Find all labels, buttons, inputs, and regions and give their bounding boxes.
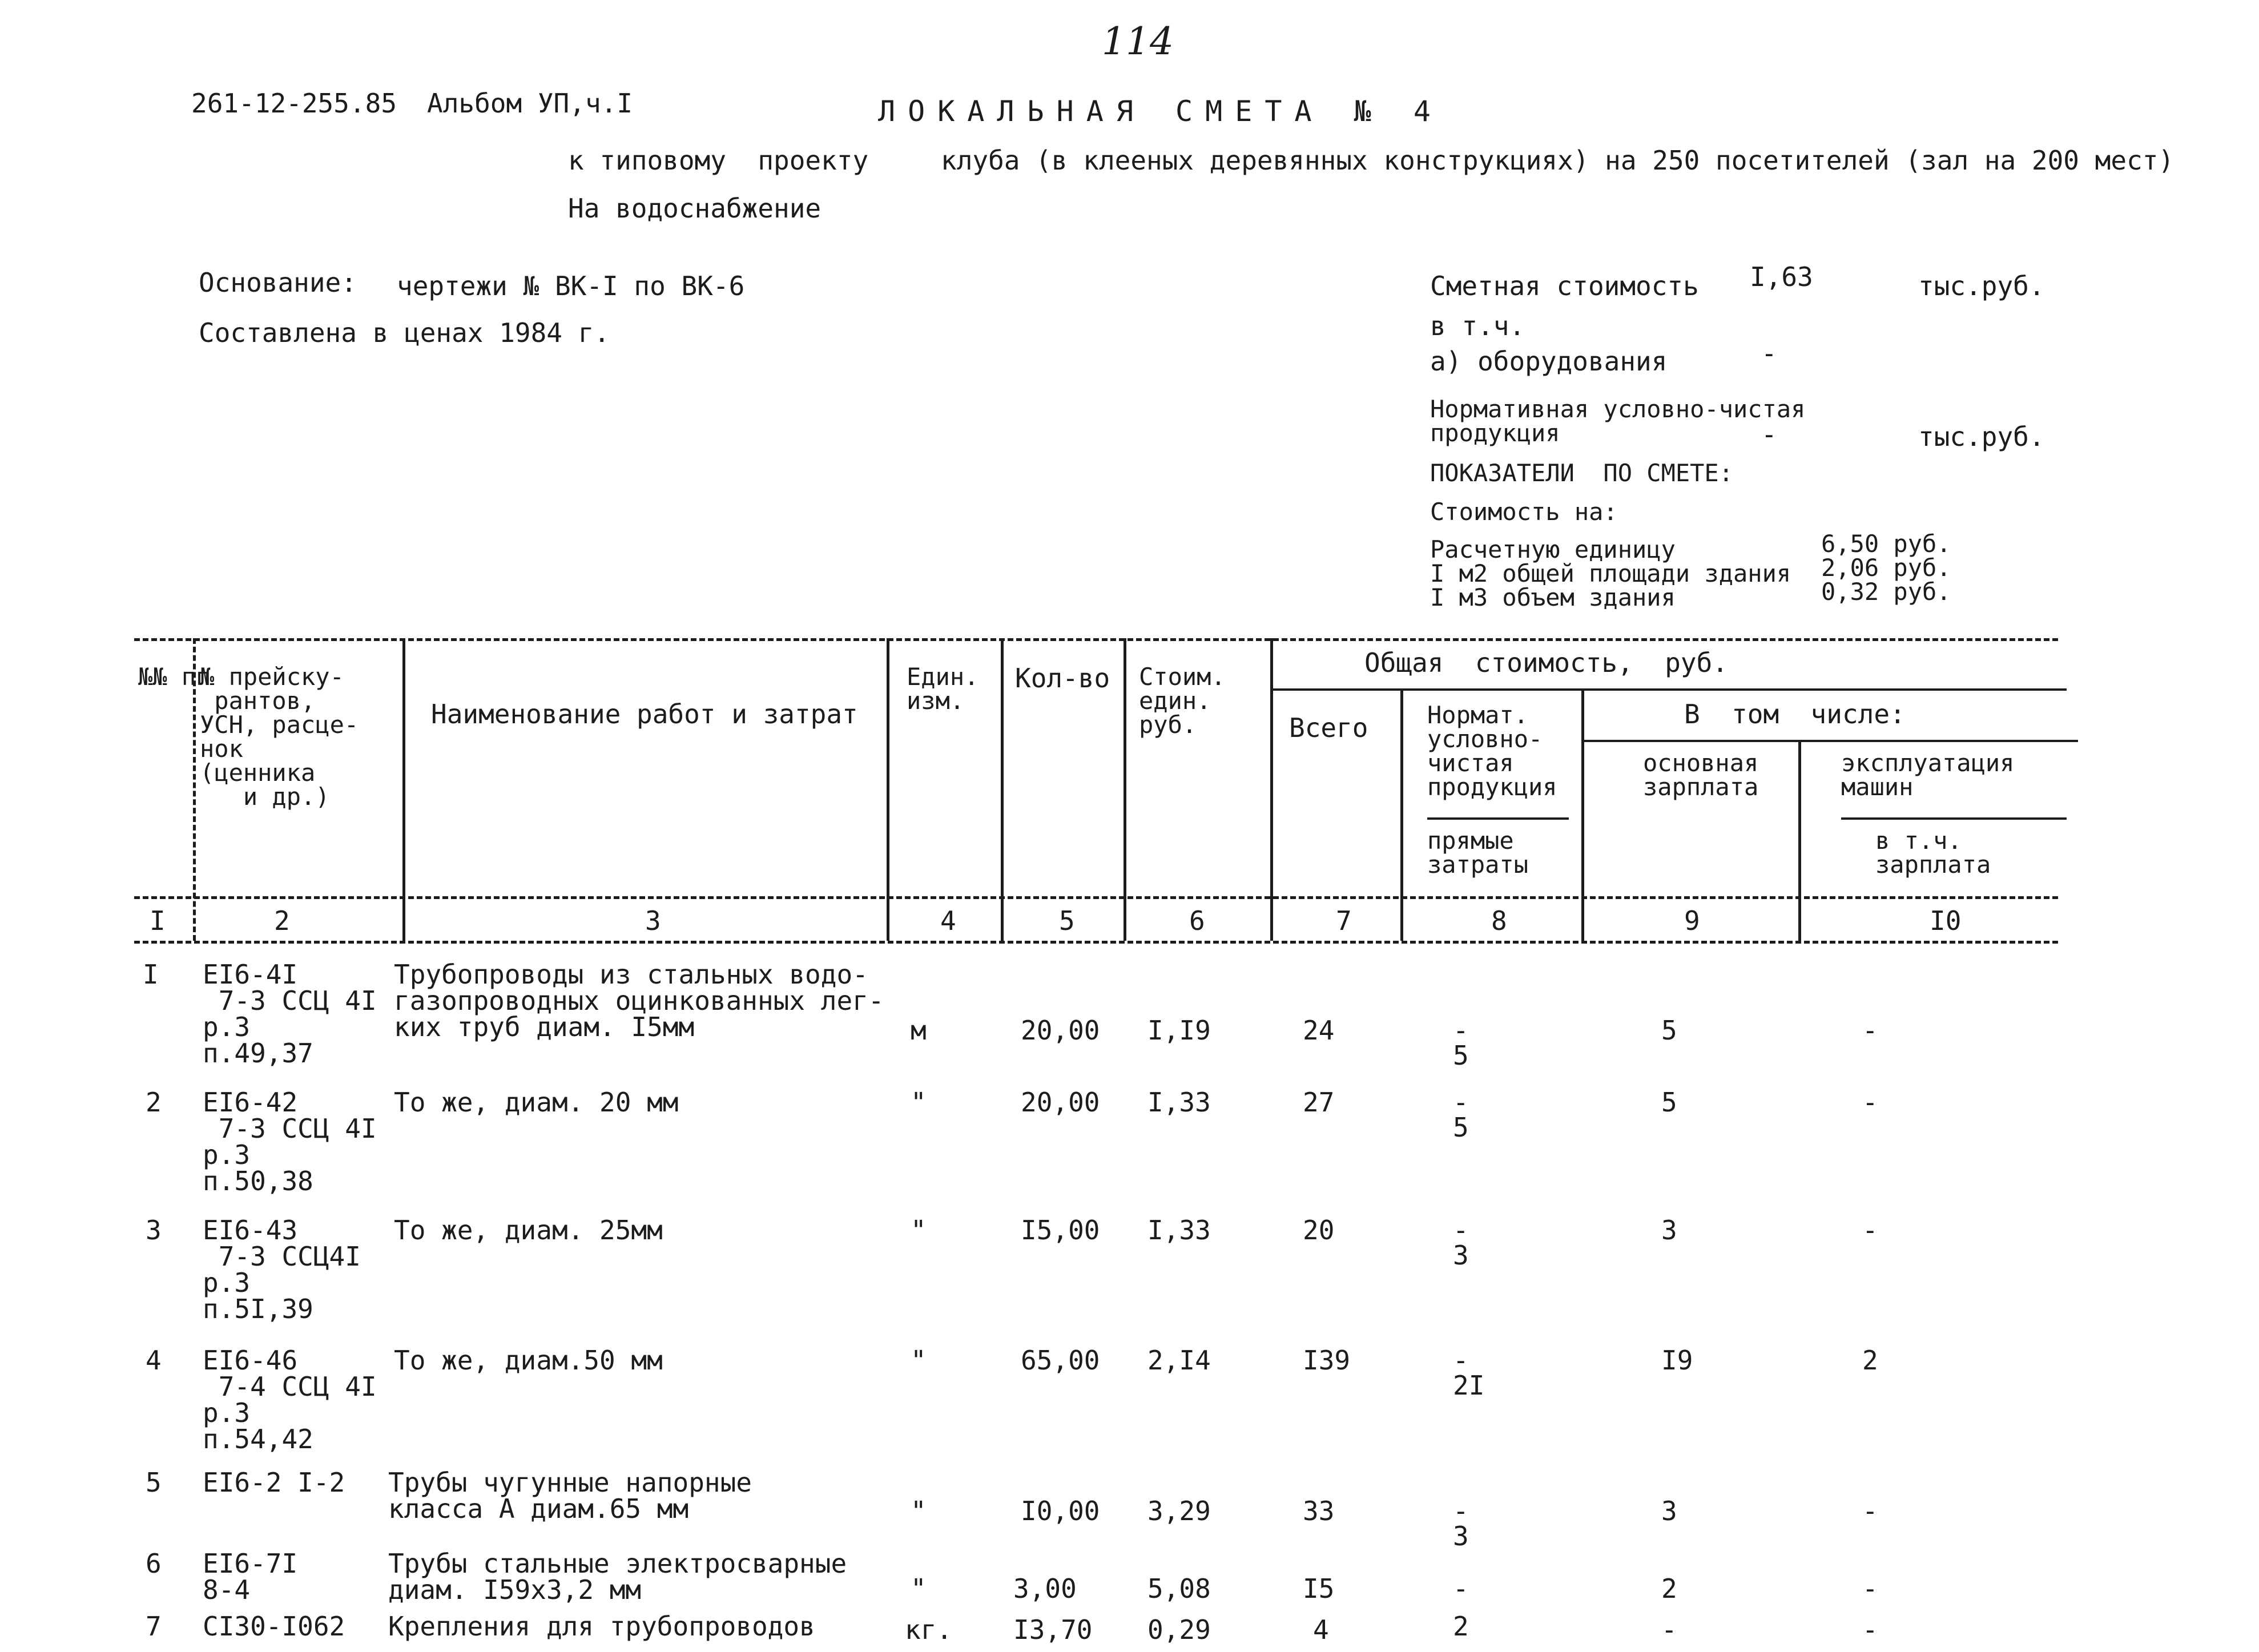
col-divider-7	[1400, 688, 1403, 941]
header-norm-product: Нормат. условно- чистая продукция	[1427, 701, 1557, 801]
col-divider-5	[1124, 638, 1126, 941]
column-number: 3	[645, 905, 661, 936]
unit: "	[911, 1573, 927, 1604]
col-divider-3	[887, 638, 889, 941]
header-work-name: Наименование работ и затрат	[431, 699, 858, 730]
machine-ops: -	[1862, 1496, 1878, 1526]
col-divider-2	[402, 638, 405, 941]
quantity: 20,00	[1021, 1015, 1100, 1046]
column-number: 9	[1684, 905, 1700, 936]
basis-label: Основание:	[199, 267, 357, 298]
col8-split-rule	[1427, 817, 1569, 820]
volume-cost-label: I м3 объем здания	[1430, 583, 1676, 611]
work-name: То же, диам. 20 мм	[394, 1087, 679, 1118]
direct-costs: 5	[1453, 1112, 1469, 1143]
norm-product: -	[1453, 1087, 1469, 1118]
row-number: 7	[146, 1611, 162, 1642]
norm-product: -	[1453, 1015, 1469, 1046]
col-divider-6	[1270, 638, 1273, 941]
total-cost: 24	[1303, 1015, 1335, 1046]
estimated-cost-label: Сметная стоимость	[1430, 271, 1699, 301]
document-title: ЛОКАЛЬНАЯ СМЕТА № 4	[878, 95, 1443, 128]
col10-split-rule	[1841, 817, 2067, 820]
price-code: EI6-42 7-3 ССЦ 4I p.3 п.50,38	[203, 1087, 377, 1196]
unit-cost: I,33	[1147, 1215, 1211, 1246]
column-number: 2	[274, 905, 290, 936]
indicators-heading: ПОКАЗАТЕЛИ ПО СМЕТЕ:	[1430, 459, 1734, 487]
machine-ops: -	[1862, 1614, 1878, 1645]
equipment-label: а) оборудования	[1430, 346, 1668, 377]
base-wage: 3	[1661, 1215, 1677, 1246]
unit: "	[911, 1215, 927, 1246]
column-numbers-rule	[134, 941, 2058, 944]
total-cost: I39	[1303, 1345, 1351, 1376]
direct-costs: 3	[1453, 1521, 1469, 1552]
work-name: Трубы чугунные напорные класса А диам.65 мм	[388, 1467, 752, 1524]
row-number: 6	[146, 1548, 162, 1579]
prices-note: Составлена в ценах 1984 г.	[199, 317, 610, 348]
base-wage: I9	[1661, 1345, 1693, 1376]
total-cost: I5	[1303, 1573, 1335, 1604]
column-number: 4	[940, 905, 956, 936]
column-number: 6	[1189, 905, 1205, 936]
machine-ops: -	[1862, 1573, 1878, 1604]
row-number: 2	[146, 1087, 162, 1118]
total-cost: 20	[1303, 1215, 1335, 1246]
area-cost-value: 2,06 руб.	[1821, 554, 1951, 582]
column-number: 8	[1491, 905, 1507, 936]
direct-costs: 5	[1453, 1040, 1469, 1071]
row-number: 4	[146, 1345, 162, 1376]
base-wage: 3	[1661, 1496, 1677, 1526]
header-machine-ops: эксплуатация машин	[1841, 749, 2015, 801]
quantity: I0,00	[1021, 1496, 1100, 1526]
total-cost: 4	[1313, 1614, 1329, 1645]
machine-ops: -	[1862, 1215, 1878, 1246]
quantity: 20,00	[1021, 1087, 1100, 1118]
price-code: EI6-4I 7-3 ССЦ 4I p.3 п.49,37	[203, 959, 377, 1069]
total-cost: 27	[1303, 1087, 1335, 1118]
base-wage: 5	[1661, 1015, 1677, 1046]
quantity: I3,70	[1013, 1614, 1093, 1645]
direct-costs: 2I	[1453, 1370, 1485, 1401]
header-direct-costs: прямые затраты	[1427, 827, 1529, 879]
subtitle-section: На водоснабжение	[568, 193, 822, 224]
cost-per-label: Стоимость на:	[1430, 498, 1618, 526]
price-code: EI6-7I 8-4	[203, 1548, 298, 1605]
unit: "	[911, 1345, 927, 1376]
unit-cost: I,33	[1147, 1087, 1211, 1118]
unit-cost: I,I9	[1147, 1015, 1211, 1046]
column-number: I	[150, 905, 166, 936]
equipment-value: -	[1761, 338, 1777, 369]
column-number: 7	[1336, 905, 1352, 936]
unit: кг.	[905, 1614, 953, 1645]
norm-product: -	[1453, 1345, 1469, 1376]
unit-cost: 3,29	[1147, 1496, 1211, 1526]
page-number: 114	[1102, 19, 1174, 63]
unit-cost-label: Расчетную единицу	[1430, 535, 1676, 563]
header-base-wage: основная зарплата	[1643, 749, 1759, 801]
base-wage: 5	[1661, 1087, 1677, 1118]
table-top-rule	[134, 638, 2058, 641]
header-unit: Един. изм.	[907, 663, 979, 715]
norm-product: -	[1453, 1573, 1469, 1604]
machine-ops: 2	[1862, 1345, 1878, 1376]
unit: м	[911, 1015, 927, 1046]
including-label: в т.ч.	[1430, 311, 1525, 341]
unit-cost: 2,I4	[1147, 1345, 1211, 1376]
price-code: EI6-43 7-3 ССЦ4I p.3 п.5I,39	[203, 1215, 361, 1324]
price-code: СI30-I062	[203, 1611, 345, 1642]
norm-product-label-2: продукция	[1430, 419, 1560, 447]
area-cost-label: I м2 общей площади здания	[1430, 559, 1791, 587]
header-quantity: Кол-во	[1015, 663, 1110, 694]
header-total-group: Общая стоимость, руб.	[1364, 647, 1728, 678]
total-cost: 33	[1303, 1496, 1335, 1526]
price-code: EI6-2 I-2	[203, 1467, 345, 1498]
incl-group-rule	[1581, 740, 2078, 742]
row-number: I	[143, 959, 159, 990]
column-number: I0	[1930, 905, 1962, 936]
work-name: То же, диам. 25мм	[394, 1215, 663, 1246]
unit-cost-value: 6,50 руб.	[1821, 530, 1951, 558]
column-number: 5	[1059, 905, 1075, 936]
norm-product: -	[1453, 1215, 1469, 1246]
work-name: Трубы стальные электросварные диам. I59x3,2 мм	[388, 1548, 847, 1605]
unit: "	[911, 1496, 927, 1526]
direct-costs: 3	[1453, 1240, 1469, 1271]
unit-cost: 0,29	[1147, 1614, 1211, 1645]
header-row-number: №№ пп	[138, 663, 211, 691]
base-wage: -	[1661, 1614, 1677, 1645]
price-code: EI6-46 7-4 ССЦ 4I p.3 п.54,42	[203, 1345, 377, 1454]
row-number: 3	[146, 1215, 162, 1246]
estimated-cost-unit: тыс.руб.	[1918, 271, 2045, 301]
work-name: Трубопроводы из стальных водо- газопроводных оцинкованных лег- ких труб диам. I5мм	[394, 959, 884, 1042]
machine-ops: -	[1862, 1015, 1878, 1046]
norm-product: 2	[1453, 1611, 1469, 1642]
header-unit-cost: Стоим. един. руб.	[1139, 663, 1226, 739]
subtitle-project-label: к типовому проекту	[568, 145, 869, 176]
norm-product-value: -	[1761, 419, 1777, 450]
header-price-code: № прейску- рантов, УСН, расце- нок (ценника и др.)	[200, 663, 359, 811]
base-wage: 2	[1661, 1573, 1677, 1604]
estimated-cost-value: I,63	[1750, 261, 1813, 292]
header-total: Всего	[1289, 712, 1368, 743]
subtitle-project-name: клуба (в клееных деревянных конструкциях) на 250 посетителей (зал на 200 мест)	[941, 145, 2175, 176]
album-reference: Альбом УП,ч.I	[427, 88, 633, 119]
work-name: То же, диам.50 мм	[394, 1345, 663, 1376]
unit-cost: 5,08	[1147, 1573, 1211, 1604]
col-divider-4	[1001, 638, 1004, 941]
quantity: I5,00	[1021, 1215, 1100, 1246]
col-divider-8	[1581, 688, 1584, 941]
header-incl-group: В том числе:	[1684, 699, 1906, 730]
document-reference: 261-12-255.85	[191, 88, 397, 119]
norm-product: -	[1453, 1496, 1469, 1526]
quantity: 65,00	[1021, 1345, 1100, 1376]
header-bottom-rule	[134, 896, 2058, 899]
norm-product-unit: тыс.руб.	[1918, 421, 2045, 452]
quantity: 3,00	[1013, 1573, 1077, 1604]
col-divider-9	[1798, 740, 1801, 941]
work-name: Крепления для трубопроводов	[388, 1611, 815, 1642]
norm-product-label-1: Нормативная условно-чистая	[1430, 395, 1806, 423]
total-group-rule	[1270, 688, 2067, 691]
machine-ops: -	[1862, 1087, 1878, 1118]
volume-cost-value: 0,32 руб.	[1821, 578, 1951, 606]
basis-value: чертежи № ВК-I по ВК-6	[397, 271, 745, 301]
header-machine-wage: в т.ч. зарплата	[1875, 827, 1991, 879]
row-number: 5	[146, 1467, 162, 1498]
unit: "	[911, 1087, 927, 1118]
